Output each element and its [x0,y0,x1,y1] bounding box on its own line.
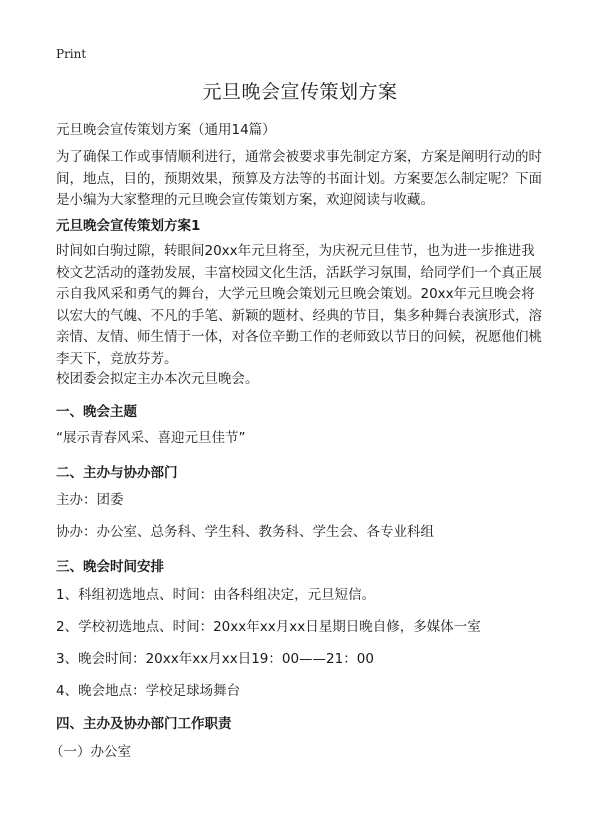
heading-theme: 一、晚会主题 [56,404,137,420]
print-link[interactable]: Print [56,47,87,61]
page-title: 元旦晚会宣传策划方案 [202,81,398,103]
organizer-paragraph: 校团委会拟定主办本次元旦晚会。 [56,371,259,387]
schedule-item: 2、学校初选地点、时间：20xx年xx月xx日星期日晚自修，多媒体一室 [56,619,481,635]
duty-office-subheading: （一）办公室 [50,744,131,760]
schedule-item: 4、晚会地点：学校足球场舞台 [56,683,241,699]
heading-schedule: 三、晚会时间安排 [56,559,164,575]
section-heading-plan-1: 元旦晚会宣传策划方案1 [56,218,201,234]
cohost-text: 协办：办公室、总务科、学生科、教务科、学生会、各专业科组 [56,524,434,540]
document-subtitle: 元旦晚会宣传策划方案（通用14篇） [56,122,276,138]
section-1-body: 时间如白驹过隙，转眼间20xx年元旦将至，为庆祝元旦佳节，也为进一步推进我校文艺活动的蓬勃发展，丰富校园文化生活，活跃学习氛围，给同学们一个真正展示自我风采和勇气的舞台，大学元旦晚会策划元旦晚会策划。20xx年元旦晚会将以宏大的气魄、不凡的手笔、新颖的题材、经典的节目，集多种舞台表演形式，溶亲情、友情、师生情于一体，对各位辛勤工作的老师致以节日的问候，祝愿他们桃李天下，竞放芬芳。 [56,243,542,367]
heading-duties: 四、主办及协办部门工作职责 [56,716,232,732]
heading-departments: 二、主办与协办部门 [56,465,178,481]
host-text: 主办：团委 [56,492,124,508]
theme-text: “展示青春风采、喜迎元旦佳节” [56,430,246,446]
intro-paragraph: 为了确保工作或事情顺利进行，通常会被要求事先制定方案，方案是阐明行动的时间，地点，目的，预期效果，预算及方法等的书面计划。方案要怎么制定呢？下面是小编为大家整理的元旦晚会宣传策划方案，欢迎阅读与收藏。 [56,149,542,208]
schedule-item: 1、科组初选地点、时间：由各科组决定，元旦短信。 [56,587,376,603]
schedule-item: 3、晚会时间：20xx年xx月xx日19：00——21：00 [56,651,374,667]
